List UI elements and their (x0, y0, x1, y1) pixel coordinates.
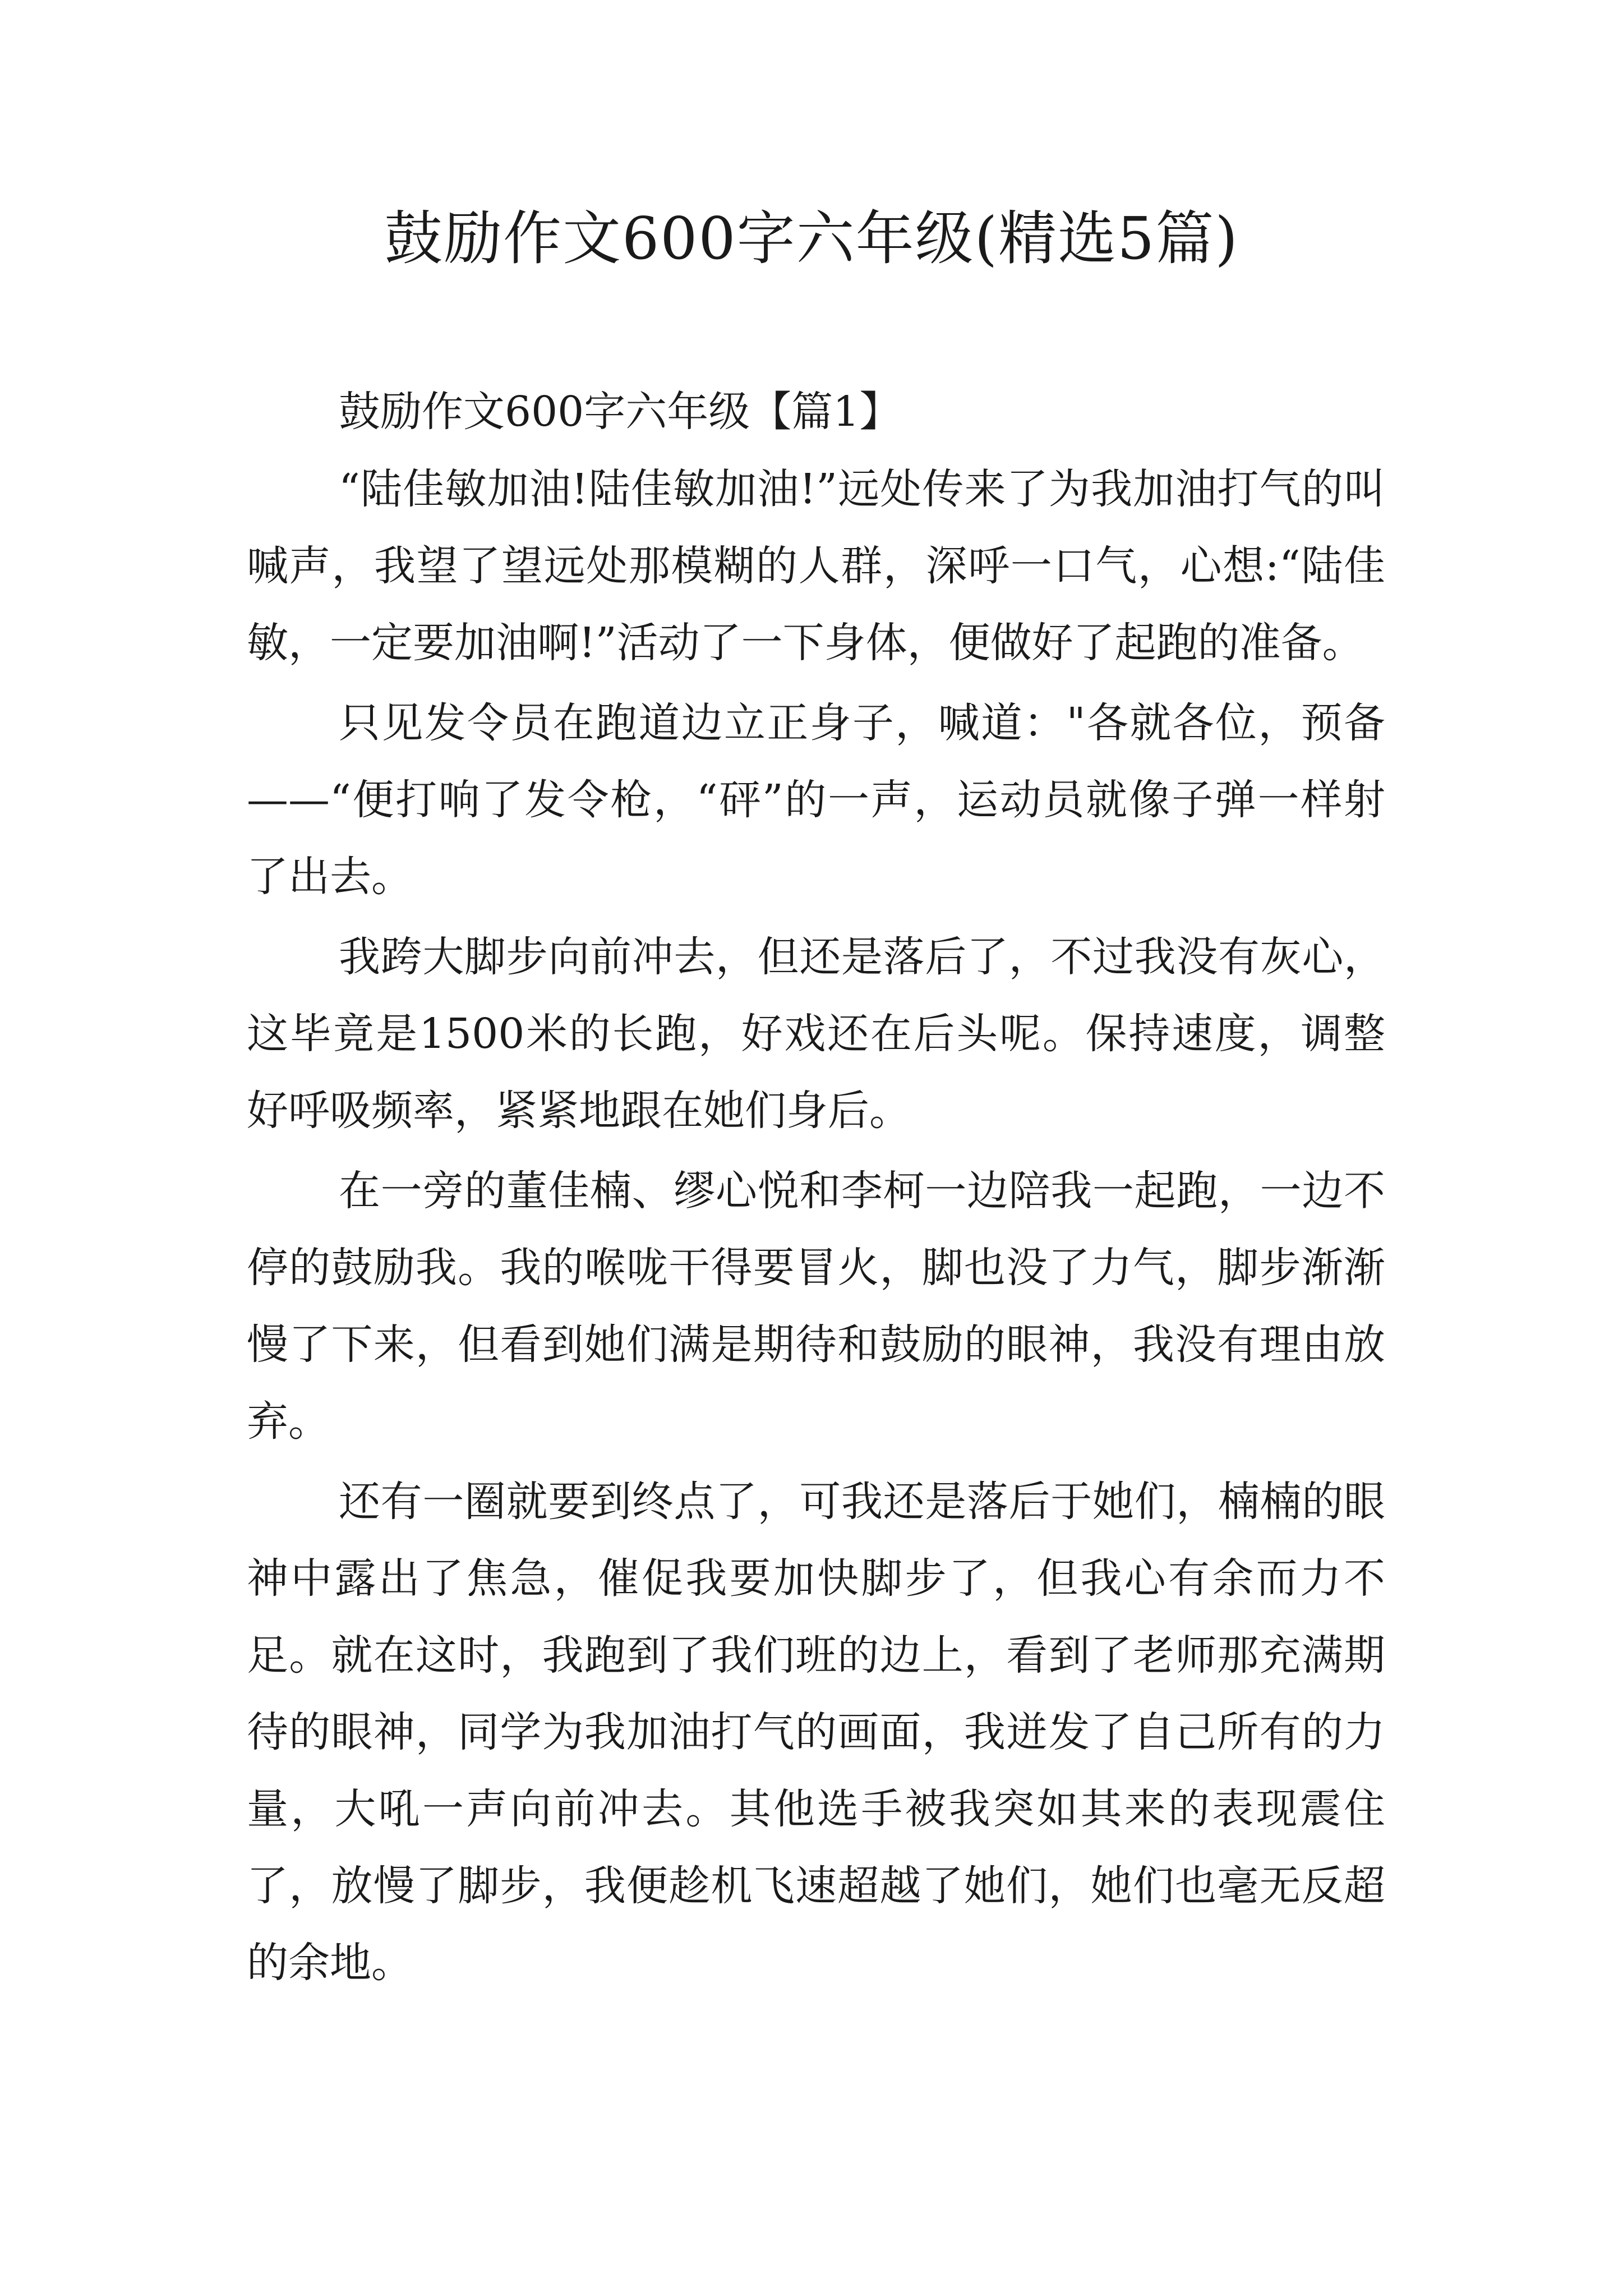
section-heading: 鼓励作文600字六年级【篇1】 (339, 388, 901, 436)
paragraph: “陆佳敏加油!陆佳敏加油!”远处传来了为我加油打气的叫喊声，我望了望远处那模糊的人群，深呼一口气，心想:“陆佳敏，一定要加油啊!”活动了一下身体，便做好了起跑的准备。 (247, 465, 1385, 667)
document-body (247, 372, 1385, 2001)
paragraph: 只见发令员在跑道边立正身子，喊道："各就各位，预备——“便打响了发令枪，“砰”的一声，运动员就像子弹一样射了出去。 (247, 699, 1385, 901)
paragraph: 还有一圈就要到终点了，可我还是落后于她们，楠楠的眼神中露出了焦急，催促我要加快脚步了，但我心有余而力不足。就在这时，我跑到了我们班的边上，看到了老师那充满期待的眼神，同学为我加油打气的画面，我迸发了自己所有的力量，大吼一声向前冲去。其他选手被我突如其来的表现震住了，放慢了脚步，我便趁机飞速超越了她们，她们也毫无反超的余地。 (247, 1478, 1385, 1987)
paragraph: 在一旁的董佳楠、缪心悦和李柯一边陪我一起跑，一边不停的鼓励我。我的喉咙干得要冒火，脚也没了力气，脚步渐渐慢了下来，但看到她们满是期待和鼓励的眼神，我没有理由放弃。 (247, 1167, 1385, 1446)
document-title: 鼓励作文600字六年级(精选5篇) (384, 204, 1239, 273)
paragraph: 我跨大脚步向前冲去，但还是落后了，不过我没有灰心，这毕竟是1500米的长跑，好戏还在后头呢。保持速度，调整好呼吸频率，紧紧地跟在她们身后。 (247, 933, 1385, 1135)
